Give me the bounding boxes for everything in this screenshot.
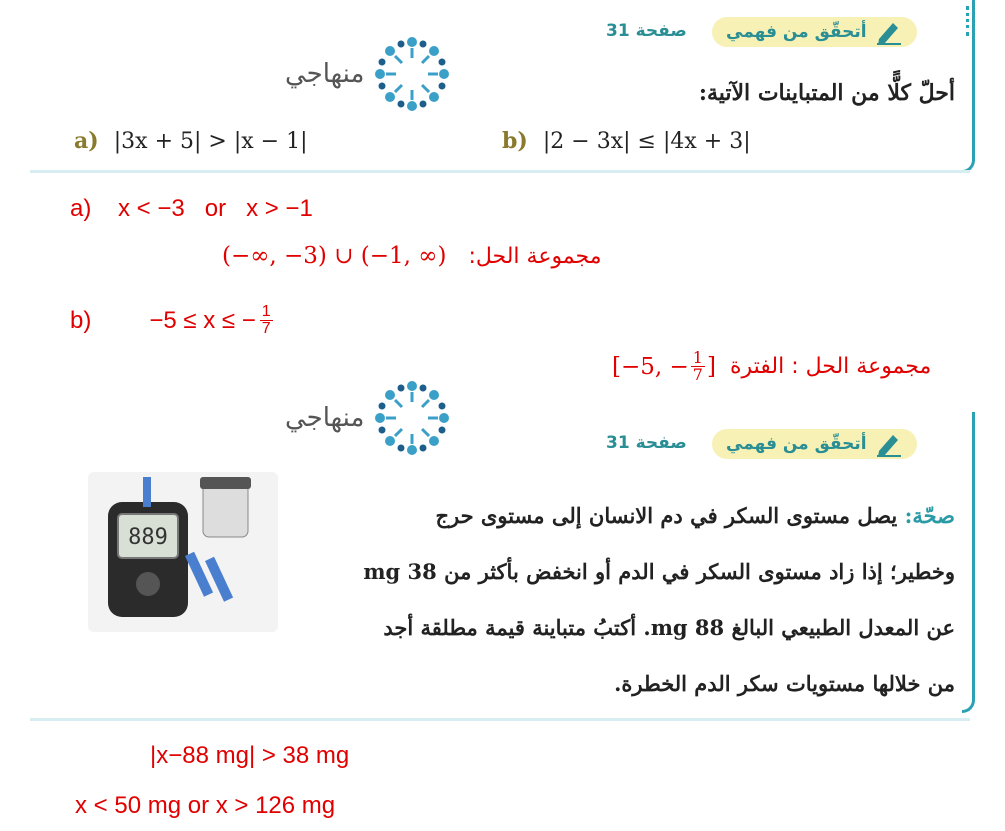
page-number-2: صفحة 31 [606, 433, 687, 453]
solution-set-b-label: مجموعة الحل : الفترة [729, 354, 932, 379]
badge-label: أتحقّق من فهمي [726, 22, 867, 42]
problem-a-label: a) [74, 128, 99, 154]
problem-a-expression: |3x + 5| > |x − 1| [113, 129, 308, 154]
solution-set-a [222, 243, 602, 269]
meter-display: 889 [128, 525, 168, 550]
problem-text [300, 488, 955, 712]
logo-text-2: منهاجي [285, 403, 365, 433]
badge-label-2: أتحقّق من فهمي [726, 434, 867, 454]
problem-line-2: وخطير؛ إذا زاد مستوى السكر في الدم أو انخفض بأكثر من 38 mg [363, 559, 955, 584]
solution-set-b-interval [612, 350, 716, 383]
solution-set-a-value: (−∞, −3) ∪ (−1, ∞) [222, 243, 447, 269]
section1-bottom-border [30, 170, 970, 173]
interval-denominator: 7 [692, 365, 703, 384]
problem-b-expression: |2 − 3x| ≤ |4x + 3| [542, 129, 751, 154]
solution2-line-1: |x−88 mg| > 38 mg [150, 742, 350, 769]
solution-set-b [612, 350, 931, 383]
solution-a [70, 195, 313, 223]
problem-line-4: من خلالها مستويات سكر الدم الخطرة. [614, 671, 955, 696]
logo-emblem-icon [372, 378, 452, 458]
problem-line-1-text: يصل مستوى السكر في دم الانسان إلى مستوى حرج [435, 503, 898, 528]
instruction-text: أحلّ كلًّا من المتباينات الآتية: [698, 80, 955, 106]
pencil-icon [875, 431, 903, 457]
solution-b-numerator: 1 [261, 303, 271, 320]
problem-b-label: b) [502, 128, 528, 154]
problem-keyword: صحّة: [904, 503, 955, 528]
section2-bottom-border [30, 718, 970, 721]
solution-b [70, 304, 273, 337]
problem-line-3: عن المعدل الطبيعي البالغ 88 mg. أكتبُ متباينة قيمة مطلقة أجد [383, 615, 955, 640]
logo-emblem-icon [372, 34, 452, 114]
interval-suffix: ] [706, 353, 716, 380]
problem-b [502, 128, 751, 154]
section2-right-border [962, 412, 975, 713]
check-understanding-badge [712, 17, 917, 47]
solution-a-answer: x < −3 or x > −1 [118, 195, 313, 222]
solution2-line-2: x < 50 mg or x > 126 mg [75, 792, 336, 819]
page-number: صفحة 31 [606, 21, 687, 41]
glucose-meter-icon [88, 472, 278, 632]
manhaji-logo-2 [285, 378, 452, 458]
problem-line-1 [300, 488, 955, 544]
check-understanding-badge-2 [712, 429, 917, 459]
dotted-divider [966, 6, 969, 36]
interval-fraction [691, 350, 705, 383]
glucose-meter-image [88, 472, 278, 632]
pencil-icon [875, 19, 903, 45]
solution-b-answer: −5 ≤ x ≤ − [149, 306, 256, 334]
manhaji-logo [285, 34, 452, 114]
logo-text: منهاجي [285, 59, 365, 89]
solution-set-a-label: مجموعة الحل: [468, 243, 602, 269]
solution-b-label: b) [70, 306, 92, 334]
solution-b-fraction [260, 304, 273, 337]
solution-a-label: a) [70, 195, 92, 222]
problem-a [74, 128, 307, 154]
solution-b-denominator: 7 [261, 320, 271, 337]
interval-numerator: 1 [692, 348, 703, 367]
interval-prefix: [−5, − [612, 353, 689, 380]
